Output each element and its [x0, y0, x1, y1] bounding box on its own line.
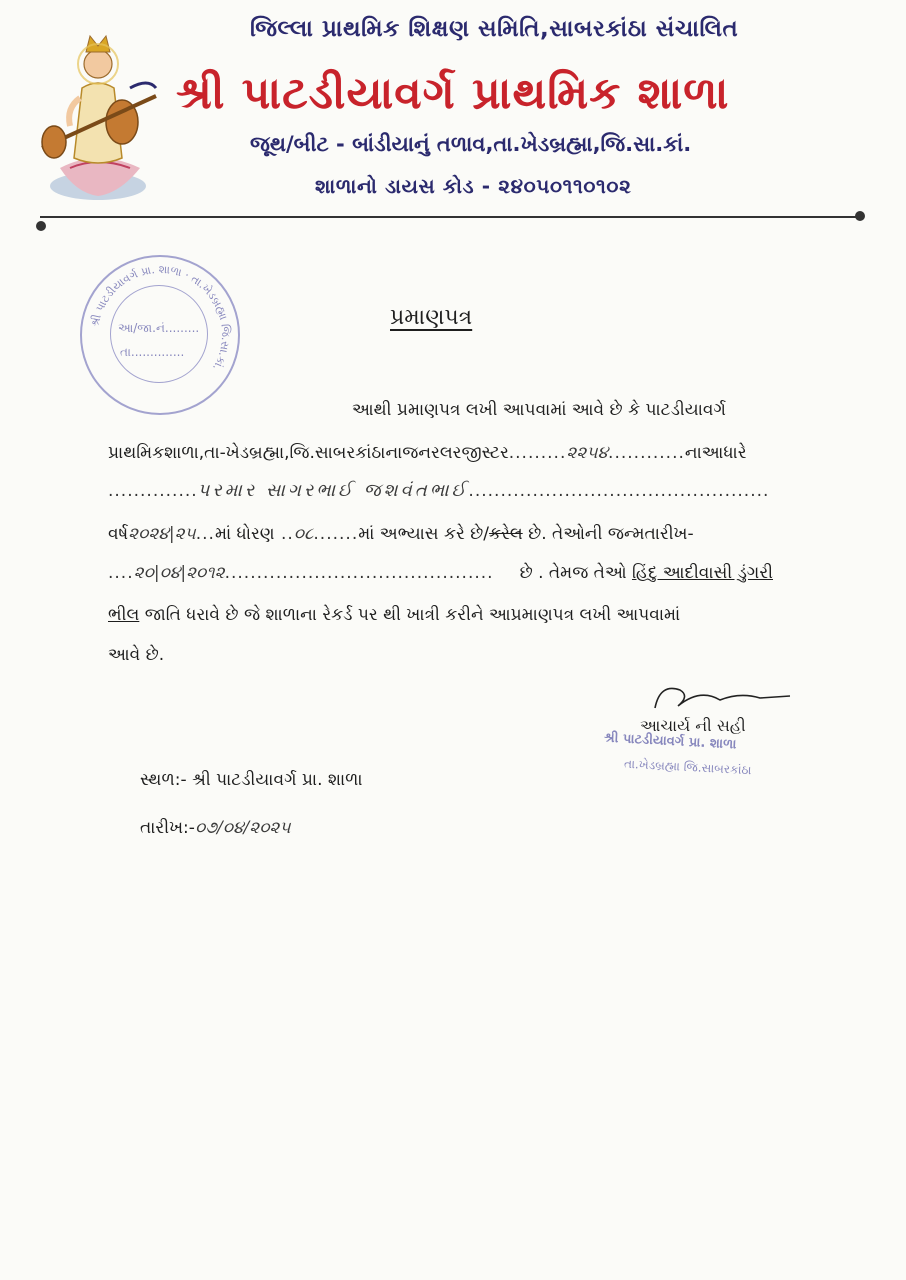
body-line-6: [108, 605, 680, 625]
dob-label: છે. તેઓની જન્મતારીખ-: [528, 524, 694, 544]
saraswati-logo: [30, 18, 165, 208]
caste-part-2: ભીલ: [108, 605, 140, 625]
caste-prefix: છે . તેમજ તેઓ: [519, 563, 627, 583]
divider-dot-right: [855, 211, 865, 221]
body-line-5: ....૨૦|૦૪|૨૦૧૨.......................................... છે . તેમજ તેઓ હિંદુ આદીવાસી ડુંગરી: [108, 563, 773, 583]
body-line-2: પ્રાથમિકશાળા,તા-ખેડબ્રહ્મા,જિ.સાબરકાંઠાનાજનરલરજીસ્ટર.........૨૨૫૪............નાઆધારે: [108, 443, 747, 463]
caste-part-1: હિંદુ આદીવાસી ડુંગરી: [631, 563, 773, 583]
header-divider: [40, 216, 862, 218]
school-name: શ્રી પાટડીયાવર્ગ પ્રાથમિક શાળા: [176, 68, 730, 119]
date-value: ૦૭/૦૪/૨૦૨૫: [194, 818, 291, 838]
study-text: માં અભ્યાસ કરે છે/: [358, 524, 490, 544]
place-line: સ્થળ:- શ્રી પાટડીયાવર્ગ પ્રા. શાળા: [140, 770, 363, 790]
std-value: ૦૮: [293, 524, 314, 544]
caste-suffix: જાતિ ધરાવે છે જે શાળાના રેકર્ડ પર થી ખાત્રી કરીને આપ્રમાણપત્ર લખી આપવામાં: [144, 605, 681, 625]
dob-value: ૨૦|૦૪|૨૦૧૨: [133, 563, 225, 583]
register-suffix: નાઆધારે: [684, 443, 747, 463]
struck-text: કરેલ: [489, 524, 523, 544]
seal-line-1: આ/જા.નં.........: [118, 321, 200, 335]
std-label: માં ધોરણ: [214, 524, 275, 544]
principal-signature-label: આચાર્ય ની સહી: [640, 716, 746, 735]
register-number: ૨૨૫૪: [566, 443, 609, 463]
body-line-3: ..............પરમાર સાગરભાઈ જશવંતભાઈ...............................................: [108, 480, 770, 501]
body-line-7: આવે છે.: [108, 645, 165, 665]
seal-line-2: તા..............: [120, 345, 185, 359]
year-value: ૨૦૨૪|૨૫: [128, 524, 196, 544]
principal-signature: [650, 678, 800, 718]
date-label: તારીખ:-: [140, 818, 195, 838]
date-line: [140, 818, 291, 838]
signature-stamp-line-1: શ્રી પાટડીયાવર્ગ પ્રા. શાળા: [603, 730, 737, 753]
header-line-1: જિલ્લા પ્રાથમિક શિક્ષણ સમિતિ,સાબરકાંઠા સંચાલિત: [250, 16, 739, 42]
body-line-1: આથી પ્રમાણપત્ર લખી આપવામાં આવે છે કે પાટડીયાવર્ગ: [352, 400, 726, 420]
register-prefix: પ્રાથમિકશાળા,તા-ખેડબ્રહ્મા,જિ.સાબરકાંઠાનાજનરલરજીસ્ટર: [108, 443, 509, 463]
certificate-title: પ્રમાણપત્ર: [390, 305, 473, 330]
divider-dot-left: [36, 221, 46, 231]
seal-ring-label: શ્રી પાટડીયાવર્ગ પ્રા. શાળા · તા.ખેડબ્રહ્મા જિ.સા.કાં.: [88, 262, 233, 373]
signature-stamp-line-2: તા.ખેડબ્રહ્મા જિ.સાબરકાંઠા: [623, 756, 752, 778]
school-seal: [80, 255, 240, 415]
student-name: પરમાર સાગરભાઈ જશવંતભાઈ: [197, 480, 469, 501]
dise-code: શાળાનો ડાયસ કોડ - ૨૪૦૫૦૧૧૦૧૦૨: [315, 174, 632, 198]
body-line-4: વર્ષ૨૦૨૪|૨૫...માં ધોરણ ..૦૮.......માં અભ્યાસ કરે છે/કરેલ છે. તેઓની જન્મતારીખ-: [108, 524, 694, 544]
school-address: જૂથ/બીટ - બાંડીયાનું તળાવ,તા.ખેડબ્રહ્મા,જિ.સા.કાં.: [250, 132, 692, 156]
year-label: વર્ષ: [108, 524, 129, 544]
